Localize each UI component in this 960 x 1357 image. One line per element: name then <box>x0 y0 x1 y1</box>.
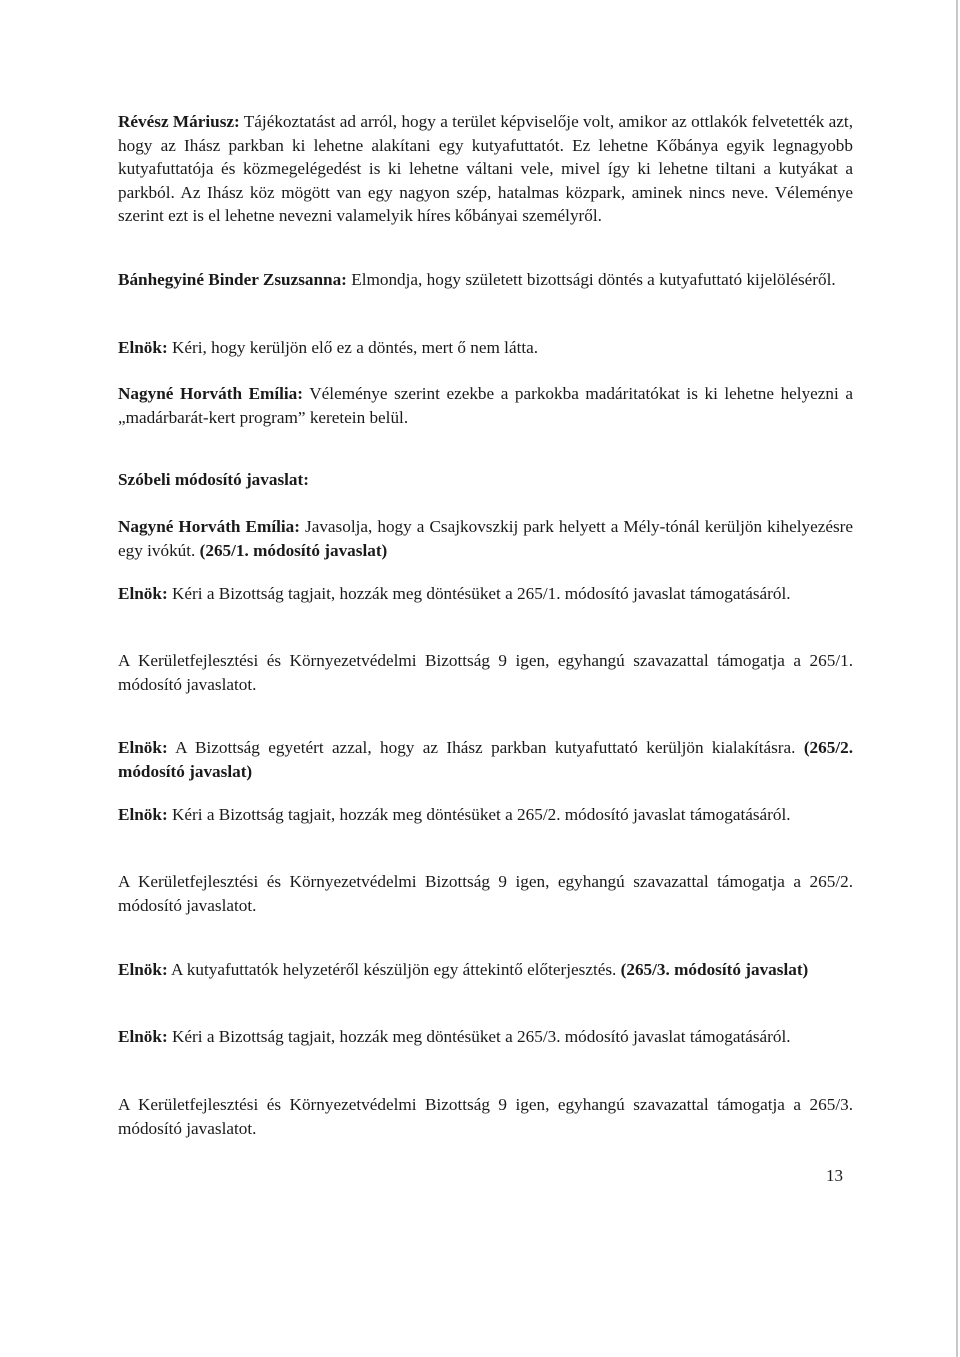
speaker-name: Elnök: <box>118 338 168 357</box>
speaker-name: Nagyné Horváth Emília: <box>118 384 303 403</box>
speaker-name: Révész Máriusz: <box>118 112 240 131</box>
paragraph-vote-1: A Kerületfejlesztési és Környezetvédelmi Bizottság 9 igen, egyhangú szavazattal támogatja a 265/1. módosító javaslatot. <box>118 651 853 694</box>
paragraph-text: A Bizottság egyetért azzal, hogy az Ihász parkban kutyafuttató kerüljön kialakításra. <box>167 738 804 757</box>
paragraph-text: Kéri, hogy kerüljön elő ez a döntés, mert ő nem látta. <box>167 338 539 357</box>
paragraph-text: Kéri a Bizottság tagjait, hozzák meg döntésüket a 265/3. módosító javaslat támogatásáról. <box>167 1027 791 1046</box>
paragraph-elnok-6 <box>118 1025 853 1049</box>
paragraph-elnok-4 <box>118 803 853 827</box>
paragraph-banhegyine <box>118 268 853 292</box>
speaker-name: Elnök: <box>118 1027 168 1046</box>
paragraph-text: Javasolja, hogy a Csajkovszkij park helyett a Mély-tónál kerüljön kihelyezésre egy ivókút. <box>118 517 853 560</box>
speaker-name: Elnök: <box>118 960 168 979</box>
paragraph-text: Elmondja, hogy született bizottsági döntés a kutyafuttató kijelöléséről. <box>346 270 836 289</box>
speaker-name: Elnök: <box>118 584 168 603</box>
paragraph-nagyne-1 <box>118 382 853 429</box>
paragraph-text: Véleménye szerint ezekbe a parkokba madáritatókat is ki lehetne helyezni a „madárbarát-kert program” keretein belül. <box>118 384 853 427</box>
page-number: 13 <box>826 1166 843 1185</box>
paragraph-elnok-1 <box>118 336 853 360</box>
proposal-reference: (265/1. módosító javaslat) <box>199 540 388 560</box>
paragraph-vote-3: A Kerületfejlesztési és Környezetvédelmi Bizottság 9 igen, egyhangú szavazattal támogatja a 265/3. módosító javaslatot. <box>118 1095 853 1138</box>
section-heading: Szóbeli módosító javaslat: <box>118 470 309 489</box>
paragraph-text: Kéri a Bizottság tagjait, hozzák meg döntésüket a 265/2. módosító javaslat támogatásáról. <box>167 805 791 824</box>
paragraph-revesz <box>118 110 853 228</box>
proposal-reference: (265/3. módosító javaslat) <box>620 960 809 979</box>
speaker-name: Bánhegyiné Binder Zsuzsanna: <box>118 270 347 289</box>
paragraph-text: A kutyafuttatók helyzetéről készüljön egy áttekintő előterjesztés. <box>167 960 621 979</box>
paragraph-text: Tájékoztatást ad arról, hogy a terület képviselője volt, amikor az ottlakók felvetették azt, hogy az Ihász parkban ki lehetne alakítani egy kutyafuttatót. Ez lehetne Kőbánya egyik legnagyobb kutyafuttatója és közmegelégedést is ki lehetne váltani vele, mivel így ki lehetne tiltani a kutyákat a parkból. Az Ihász köz mögött van egy nagyon szép, hatalmas közpark, aminek nincs neve. Véleménye szerint ezt is el lehetne nevezni valamelyik híres kőbányai személyről. <box>118 112 853 225</box>
paragraph-text: Kéri a Bizottság tagjait, hozzák meg döntésüket a 265/1. módosító javaslat támogatásáról. <box>167 584 791 603</box>
paragraph-nagyne-2 <box>118 515 853 562</box>
paragraph-elnok-2 <box>118 582 853 606</box>
speaker-name: Nagyné Horváth Emília: <box>118 517 300 536</box>
scan-edge <box>956 0 958 1357</box>
speaker-name: Elnök: <box>118 805 168 824</box>
proposal-reference: (265/2. módosító javaslat) <box>118 738 853 781</box>
paragraph-vote-2: A Kerületfejlesztési és Környezetvédelmi Bizottság 9 igen, egyhangú szavazattal támogatja a 265/2. módosító javaslatot. <box>118 872 853 915</box>
speaker-name: Elnök: <box>118 738 168 757</box>
paragraph-elnok-5 <box>118 958 853 982</box>
paragraph-elnok-3 <box>118 736 853 783</box>
